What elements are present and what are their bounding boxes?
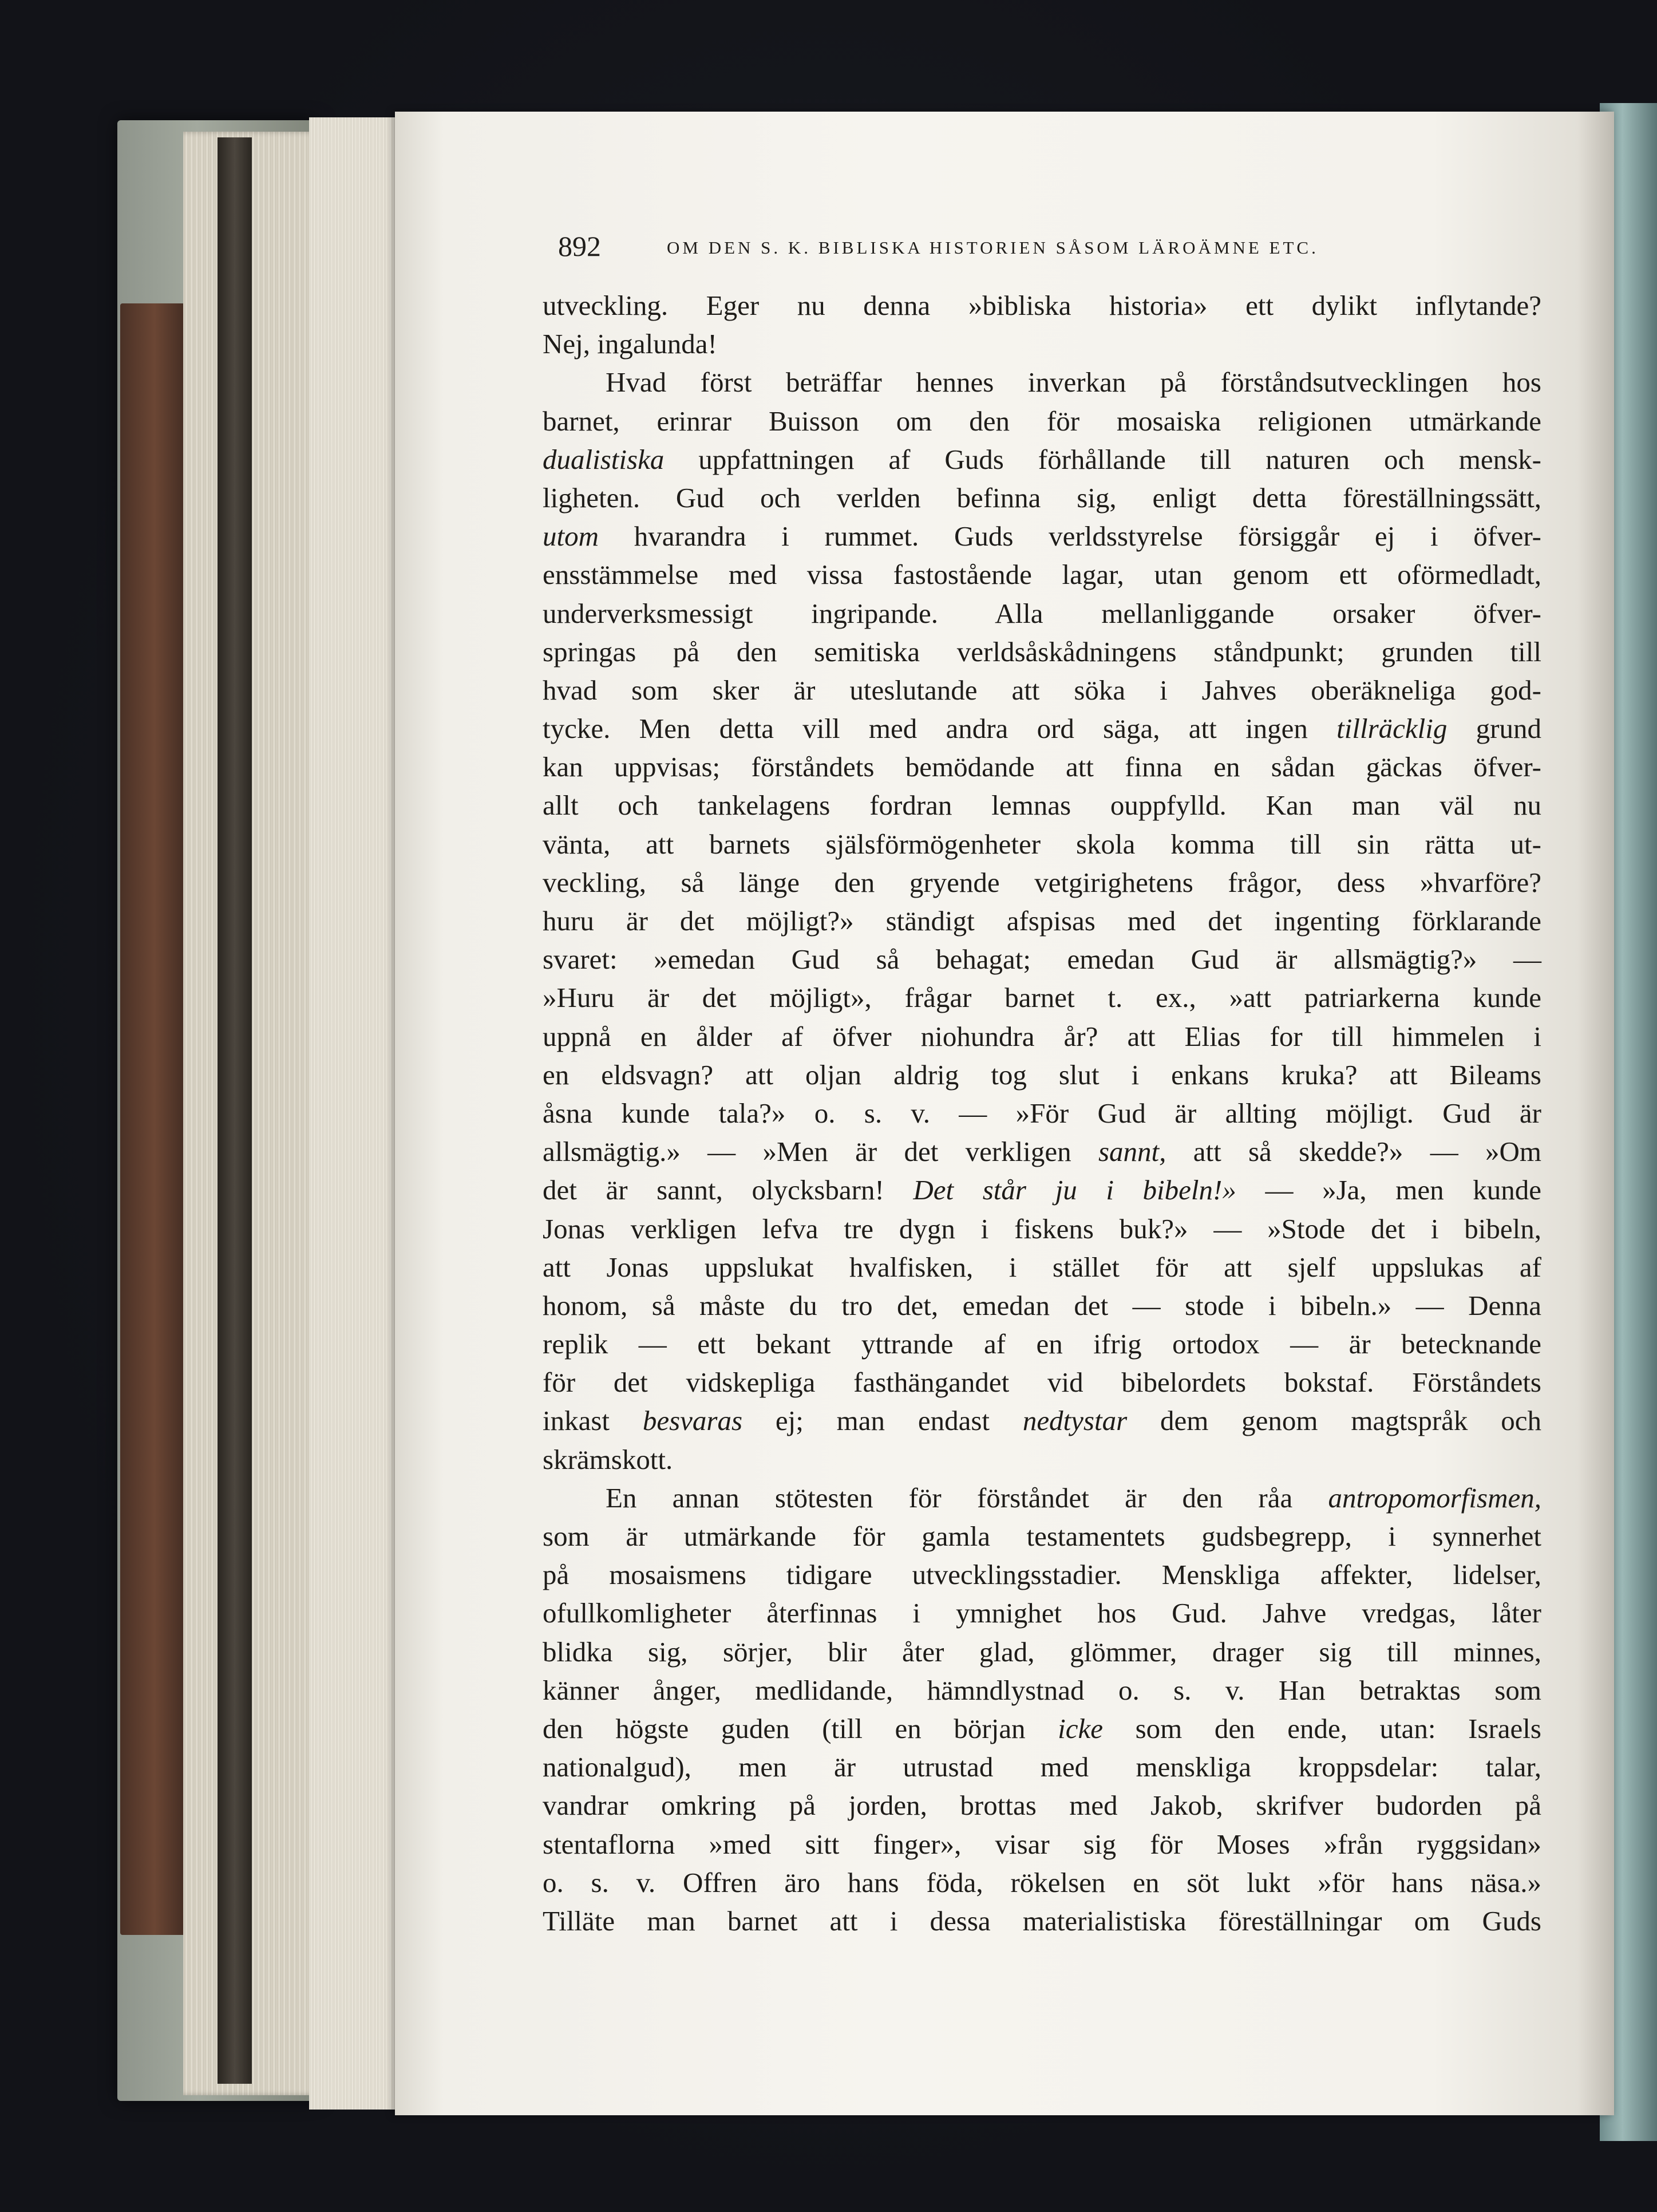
line-text: stentaflorna »med sitt finger», visar sig för Moses »från ryggsidan»	[543, 1828, 1541, 1860]
line-text: skrämskott.	[543, 1443, 673, 1475]
text-line	[543, 517, 1541, 555]
line-text: svaret: »emedan Gud så behagat; emedan Gud är allsmägtig?» —	[543, 943, 1541, 975]
text-line	[543, 479, 1541, 517]
text-line	[543, 1594, 1541, 1632]
line-text: att så skedde?» — »Om	[1166, 1136, 1541, 1168]
line-text: Tilläte man barnet att i dessa materialistiska föreställningar om Guds	[543, 1905, 1541, 1937]
text-line	[543, 1132, 1541, 1171]
text-line	[543, 1902, 1541, 1940]
line-text: kan uppvisas; förståndets bemödande att finna en sådan gäckas öfver-	[543, 751, 1541, 783]
line-text: en eldsvagn? att oljan aldrig tog slut i enkans kruka? att Bileams	[543, 1058, 1541, 1091]
line-text: ensstämmelse med vissa fastostående lagar, utan genom ett oförmedladt,	[543, 559, 1541, 591]
text-line	[543, 709, 1541, 748]
line-text: Hvad först beträffar hennes inverkan på förståndsutvecklingen hos	[606, 366, 1541, 398]
text-line	[543, 633, 1541, 671]
text-line	[543, 902, 1541, 940]
text-line	[543, 748, 1541, 786]
page-number: 892	[558, 230, 601, 262]
text-line	[543, 978, 1541, 1017]
text-line	[543, 1094, 1541, 1132]
line-text: grund	[1447, 713, 1541, 745]
text-line	[543, 1017, 1541, 1056]
line-text: veckling, så länge den gryende vetgirighetens frågor, dess »hvarföre?	[543, 866, 1541, 898]
text-line	[543, 863, 1541, 902]
line-text: uppnå en ålder af öfver niohundra år? att Elias for till himmelen i	[543, 1020, 1541, 1052]
text-line	[543, 1440, 1541, 1479]
text-line	[543, 1325, 1541, 1363]
text-line	[543, 1401, 1541, 1440]
line-text: vandrar omkring på jorden, brottas med Jakob, skrifver budorden på	[543, 1790, 1541, 1822]
text-line	[543, 1286, 1541, 1325]
line-text: känner ånger, medlidande, hämndlystnad o. s. v. Han betraktas som	[543, 1674, 1541, 1706]
line-text: som den ende, utan: Israels	[1103, 1712, 1541, 1744]
text-line	[543, 1479, 1541, 1517]
text-line	[543, 1517, 1541, 1555]
italic-text: dualistiska	[543, 443, 665, 475]
text-line	[543, 325, 1541, 363]
line-text: det är sannt, olycksbarn!	[543, 1174, 913, 1206]
line-text: att Jonas uppslukat hvalfisken, i stället för att sjelf uppslukas af	[543, 1251, 1541, 1283]
line-text: En annan stötesten för förståndet är den råa	[606, 1482, 1328, 1514]
text-line	[543, 555, 1541, 594]
italic-text: Det står ju i bibeln!»	[913, 1174, 1236, 1206]
line-text: inkast	[543, 1405, 643, 1437]
text-line	[543, 1825, 1541, 1863]
text-line	[543, 1248, 1541, 1286]
text-line	[543, 1171, 1541, 1209]
text-line	[543, 1555, 1541, 1594]
line-text: åsna kunde tala?» o. s. v. — »För Gud är allting möjligt. Gud är	[543, 1097, 1541, 1129]
text-line	[543, 940, 1541, 978]
text-line	[543, 1056, 1541, 1094]
italic-text: nedtystar	[1022, 1405, 1128, 1437]
line-text: hvad som sker är uteslutande att söka i Jahves oberäkneliga god-	[543, 674, 1541, 706]
text-line	[543, 1709, 1541, 1748]
line-text: Nej, ingalunda!	[543, 328, 717, 360]
line-text: »Huru är det möjligt», frågar barnet t. ex., »att patriarkerna kunde	[543, 982, 1541, 1014]
line-text: tycke. Men detta vill med andra ord säga, att ingen	[543, 713, 1337, 745]
line-text: som är utmärkande för gamla testamentets gudsbegrepp, i synnerhet	[543, 1520, 1541, 1552]
line-text: blidka sig, sörjer, blir åter glad, glömmer, drager sig till minnes,	[543, 1636, 1541, 1668]
line-text: allsmägtig.» — »Men är det verkligen	[543, 1136, 1098, 1168]
line-text: — »Ja, men kunde	[1236, 1174, 1541, 1206]
text-line	[543, 1863, 1541, 1902]
line-text: på mosaismens tidigare utvecklingsstadier. Menskliga affekter, lidelser,	[543, 1559, 1541, 1591]
line-text: barnet, erinrar Buisson om den för mosaiska religionen utmärkande	[543, 405, 1541, 437]
text-line	[543, 1210, 1541, 1248]
page-stack-shadow	[217, 137, 252, 2084]
line-text: huru är det möjligt?» ständigt afspisas med det ingenting förklarande	[543, 905, 1541, 937]
italic-text: sannt,	[1098, 1136, 1166, 1168]
line-text: hvarandra i rummet. Guds verldsstyrelse försiggår ej i öfver-	[599, 520, 1541, 552]
italic-text: antropomorfismen,	[1328, 1482, 1541, 1514]
line-text: replik — ett bekant yttrande af en ifrig ortodox — är betecknande	[543, 1328, 1541, 1360]
text-line	[543, 1748, 1541, 1786]
body-text	[543, 286, 1541, 1940]
line-text: allt och tankelagens fordran lemnas ouppfylld. Kan man väl nu	[543, 789, 1541, 821]
line-text: springas på den semitiska verldsåskådningens ståndpunkt; grunden till	[543, 635, 1541, 667]
running-head: OM DEN S. K. BIBLISKA HISTORIEN SÅSOM LÄROÄMNE ETC.	[667, 238, 1319, 258]
line-text: honom, så måste du tro det, emedan det — stode i bibeln.» — Denna	[543, 1289, 1541, 1321]
line-text: nationalgud), men är utrustad med menskliga kroppsdelar: talar,	[543, 1751, 1541, 1783]
line-text: vänta, att barnets själsförmögenheter skola komma till sin rätta ut-	[543, 828, 1541, 860]
text-line	[543, 402, 1541, 440]
line-text: underverksmessigt ingripande. Alla mellanliggande orsaker öfver-	[543, 597, 1541, 629]
line-text: dem genom magtspråk och	[1127, 1405, 1541, 1437]
line-text: uppfattningen af Guds förhållande till naturen och mensk-	[664, 443, 1541, 475]
text-line	[543, 363, 1541, 401]
text-line	[543, 1671, 1541, 1709]
italic-text: icke	[1058, 1712, 1104, 1744]
book-cover-leather-panel	[120, 303, 189, 1935]
text-line	[543, 1786, 1541, 1824]
italic-text: utom	[543, 520, 599, 552]
line-text: o. s. v. Offren äro hans föda, rökelsen en söt lukt »för hans näsa.»	[543, 1866, 1541, 1898]
page-header	[558, 229, 1543, 269]
text-line	[543, 594, 1541, 633]
line-text: ofullkomligheter återfinnas i ymnighet hos Gud. Jahve vredgas, låter	[543, 1597, 1541, 1629]
text-line	[543, 671, 1541, 709]
line-text: utveckling. Eger nu denna »bibliska historia» ett dylikt inflytande?	[543, 290, 1541, 321]
text-line	[543, 1363, 1541, 1401]
italic-text: tillräcklig	[1336, 713, 1448, 745]
text-line	[543, 786, 1541, 824]
text-line	[543, 1633, 1541, 1671]
line-text: ej; man endast	[742, 1405, 1023, 1437]
text-line	[543, 440, 1541, 479]
line-text: den högste guden (till en början	[543, 1712, 1058, 1744]
line-text: ligheten. Gud och verlden befinna sig, enligt detta föreställningssätt,	[543, 481, 1541, 514]
line-text: Jonas verkligen lefva tre dygn i fiskens buk?» — »Stode det i bibeln,	[543, 1212, 1541, 1245]
text-line	[543, 286, 1541, 325]
text-line	[543, 825, 1541, 863]
line-text: för det vidskepliga fasthängandet vid bibelordets bokstaf. Förståndets	[543, 1366, 1541, 1399]
italic-text: besvaras	[642, 1405, 743, 1437]
